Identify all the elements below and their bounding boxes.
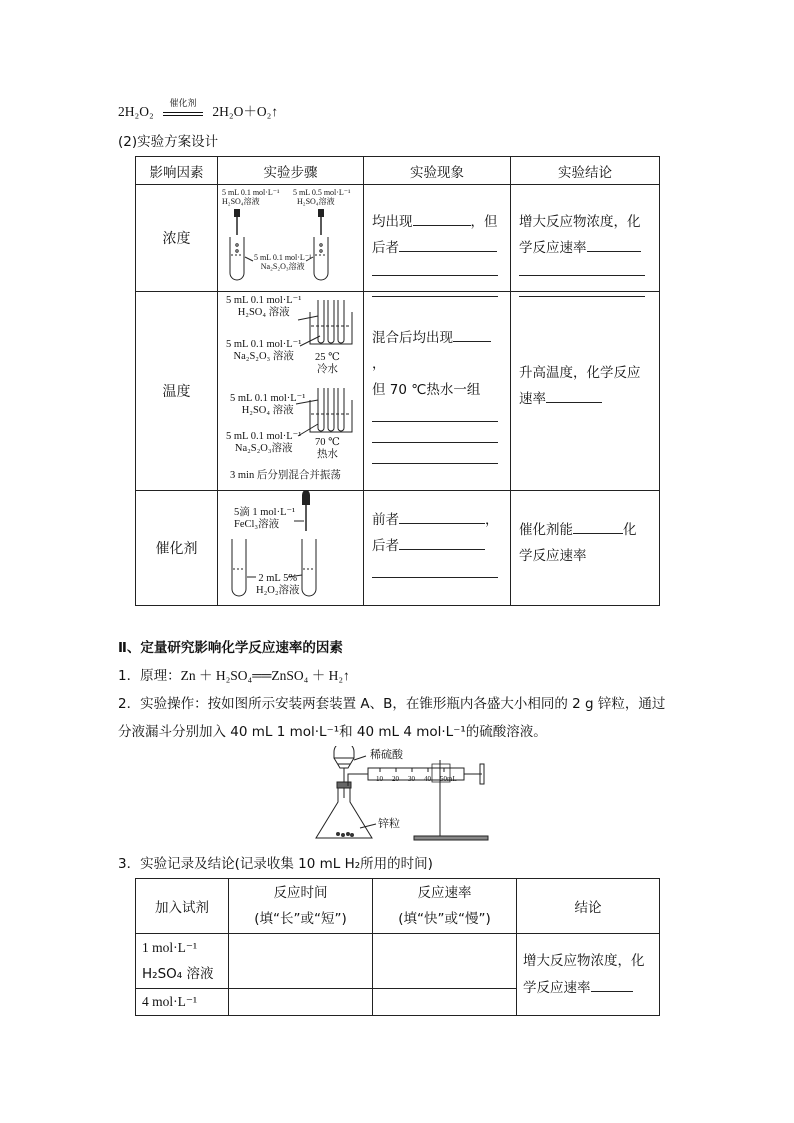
conclusion-concentration bbox=[511, 185, 660, 292]
water-bath-drawing bbox=[218, 292, 364, 491]
h2o2-name: H₂O₂溶液 bbox=[256, 585, 300, 596]
blank-field[interactable] bbox=[372, 255, 498, 276]
table-row-catalyst bbox=[136, 491, 660, 606]
illustration-concentration bbox=[218, 185, 364, 292]
header-phenomenon: 实验现象 bbox=[364, 157, 511, 185]
header-reaction-time bbox=[229, 879, 373, 934]
hot-temp: 70 ℃ bbox=[315, 437, 340, 448]
header-reagent: 加入试剂 bbox=[136, 879, 229, 934]
blank-field[interactable] bbox=[372, 443, 498, 464]
conclusion-text-b: 速率 bbox=[519, 391, 546, 407]
phenomenon-text-a: 混合后均出现 bbox=[372, 330, 453, 346]
phenomenon-text-b: ，但 bbox=[470, 214, 498, 230]
fecl3-drops: 5滴 1 mol·L⁻¹ bbox=[234, 507, 296, 518]
blank-field[interactable] bbox=[399, 509, 485, 524]
left-dropper-icon bbox=[234, 209, 240, 235]
phenomenon-text-b: ， bbox=[372, 356, 386, 372]
table-row-concentration bbox=[136, 185, 660, 292]
left-test-tube-icon bbox=[232, 539, 246, 596]
phenomenon-text-c: 但 70 ℃热水一组 bbox=[372, 382, 481, 398]
left-test-tube-icon bbox=[230, 237, 244, 280]
header-reaction-rate bbox=[373, 879, 517, 934]
scale-10: 10 bbox=[376, 775, 383, 783]
bottom-thio-conc: 5 mL 0.1 mol·L⁻¹ bbox=[226, 431, 302, 442]
conclusion-text-b: 学反应速率 bbox=[519, 240, 587, 256]
phenomenon-catalyst bbox=[364, 491, 511, 606]
equation-left: 2H₂O₂ bbox=[118, 104, 154, 119]
acid-label: 稀硫酸 bbox=[370, 748, 403, 761]
conclusion-text-b: 化 bbox=[623, 522, 637, 538]
blank-field[interactable] bbox=[591, 977, 633, 992]
top-acid-name: H₂SO₄ 溶液 bbox=[237, 307, 290, 318]
section-design-title: (2)实验方案设计 bbox=[118, 134, 219, 150]
catalyst-arrow bbox=[163, 98, 203, 116]
header-time-label: 反应时间 bbox=[273, 885, 328, 901]
blank-field[interactable] bbox=[573, 519, 623, 534]
blank-field[interactable] bbox=[587, 237, 641, 252]
scale-40: 40 bbox=[424, 775, 431, 783]
section-quant-title: Ⅱ、定量研究影响化学反应速率的因素 bbox=[118, 640, 343, 656]
zinc-granules-icon bbox=[336, 832, 354, 837]
phenomenon-text-a: 均出现 bbox=[372, 214, 413, 230]
h2o2-volume: 2 mL 5% bbox=[258, 573, 298, 584]
conclusion-text-a: 增大反应物浓度，化 bbox=[519, 214, 641, 230]
blank-field[interactable] bbox=[413, 211, 471, 226]
time-input-1[interactable] bbox=[229, 934, 373, 989]
conclusion-text-a: 催化剂能 bbox=[519, 522, 573, 538]
separatory-funnel-icon bbox=[334, 746, 354, 798]
illustration-catalyst bbox=[218, 491, 364, 606]
blank-field[interactable] bbox=[372, 557, 498, 578]
bottom-acid-conc: 5 mL 0.1 mol·L⁻¹ bbox=[230, 393, 306, 404]
h2o2-equation bbox=[118, 100, 278, 120]
zinc-label: 锌粒 bbox=[378, 817, 400, 830]
scale-20: 20 bbox=[392, 775, 399, 783]
right-test-tube-icon bbox=[314, 237, 328, 280]
reagent-1mol-conc: 1 mol·L⁻¹ bbox=[142, 940, 198, 955]
rate-input-1[interactable] bbox=[373, 934, 517, 989]
catalyst-label: 催化剂 bbox=[169, 98, 197, 108]
phenomenon-text-c: 后者 bbox=[372, 538, 399, 554]
bottom-thio-conc: 5 mL 0.1 mol·L⁻¹ bbox=[254, 253, 312, 262]
operation-line-2: 分液漏斗分别加入 40 mL 1 mol·L⁻¹和 40 mL 4 mol·L⁻¹的硫酸溶液。 bbox=[118, 724, 547, 740]
record-table bbox=[135, 878, 660, 1016]
bottom-thio-name: Na₂S₂O₃溶液 bbox=[234, 443, 293, 454]
header-time-hint: (填“长”或“短”) bbox=[254, 911, 347, 927]
top-acid-conc: 5 mL 0.1 mol·L⁻¹ bbox=[226, 295, 302, 306]
blank-field[interactable] bbox=[372, 401, 498, 422]
blank-field[interactable] bbox=[519, 255, 645, 276]
phenomenon-text-a: 前者 bbox=[372, 512, 399, 528]
principle-equation: Zn ＋ H₂SO₄══ZnSO₄ ＋ H₂↑ bbox=[180, 668, 350, 683]
iron-stand-icon bbox=[414, 760, 488, 840]
record-conclusion-a: 增大反应物浓度，化 bbox=[523, 952, 645, 969]
time-input-2[interactable] bbox=[229, 989, 373, 1016]
phenomenon-text-c: 后者 bbox=[372, 240, 399, 256]
factor-temperature: 温度 bbox=[136, 292, 218, 491]
header-rate-hint: (填“快”或“慢”) bbox=[398, 911, 491, 927]
phenomenon-text-b: ， bbox=[485, 512, 499, 528]
hot-label: 热水 bbox=[316, 449, 338, 460]
cold-bath-beaker-icon bbox=[298, 300, 352, 346]
record-conclusion-b: 学反应速率 bbox=[523, 979, 591, 996]
right-reagent-conc: 5 mL 0.5 mol·L⁻¹ bbox=[293, 188, 351, 197]
conclusion-temperature bbox=[511, 292, 660, 491]
cold-temp: 25 ℃ bbox=[315, 352, 340, 363]
apparatus-figure bbox=[310, 746, 490, 844]
design-table bbox=[135, 156, 660, 606]
factor-catalyst: 催化剂 bbox=[136, 491, 218, 606]
header-conclusion: 实验结论 bbox=[511, 157, 660, 185]
blank-field[interactable] bbox=[546, 388, 602, 403]
table-row-temperature bbox=[136, 292, 660, 491]
conclusion-catalyst bbox=[511, 491, 660, 606]
test-tubes-drawing bbox=[218, 185, 364, 292]
reagent-1mol bbox=[136, 934, 229, 989]
blank-field[interactable] bbox=[399, 535, 485, 550]
header-rate-label: 反应速率 bbox=[417, 885, 472, 901]
bottom-acid-name: H₂SO₄ 溶液 bbox=[241, 405, 294, 416]
reagent-1mol-name: H₂SO₄ 溶液 bbox=[142, 966, 214, 982]
right-reagent-name: H₂SO₄溶液 bbox=[297, 197, 335, 206]
blank-field[interactable] bbox=[453, 327, 491, 342]
bottom-thio-name: Na₂S₂O₃溶液 bbox=[260, 262, 305, 271]
fecl3-name: FeCl₃溶液 bbox=[234, 519, 280, 530]
record-title: 3．实验记录及结论(记录收集 10 mL H₂所用的时间) bbox=[118, 856, 433, 872]
header-factor: 影响因素 bbox=[136, 157, 218, 185]
operation-line-1: 2．实验操作：按如图所示安装两套装置 A、B，在锥形瓶内各盛大小相同的 2 g 锌粒，通过 bbox=[118, 696, 666, 712]
header-conclusion: 结论 bbox=[517, 879, 660, 934]
principle-label: 1．原理： bbox=[118, 668, 181, 684]
top-thio-conc: 5 mL 0.1 mol·L⁻¹ bbox=[226, 339, 302, 350]
principle-line bbox=[118, 664, 350, 684]
conclusion-text-a: 升高温度，化学反应 bbox=[519, 365, 641, 381]
phenomenon-concentration bbox=[364, 185, 511, 292]
blank-field[interactable] bbox=[372, 422, 498, 443]
conclusion-text-c: 学反应速率 bbox=[519, 548, 587, 564]
mixing-note: 3 min 后分别混合并振荡 bbox=[230, 470, 341, 481]
scale-30: 30 bbox=[408, 775, 415, 783]
reagent-4mol: 4 mol·L⁻¹ bbox=[136, 989, 229, 1016]
right-test-tube-icon bbox=[302, 539, 316, 596]
scale-50: 50mL bbox=[440, 775, 457, 783]
illustration-temperature bbox=[218, 292, 364, 491]
phenomenon-temperature bbox=[364, 292, 511, 491]
cold-label: 冷水 bbox=[316, 364, 338, 375]
equation-right: 2H₂O＋O₂↑ bbox=[212, 104, 279, 119]
factor-concentration: 浓度 bbox=[136, 185, 218, 292]
top-thio-name: Na₂S₂O₃ 溶液 bbox=[233, 351, 294, 362]
blank-field[interactable] bbox=[399, 237, 497, 252]
record-conclusion bbox=[517, 934, 660, 1016]
header-steps: 实验步骤 bbox=[218, 157, 364, 185]
catalyst-dropper-icon bbox=[302, 491, 310, 531]
left-reagent-name: H₂SO₄溶液 bbox=[222, 197, 260, 206]
rate-input-2[interactable] bbox=[373, 989, 517, 1016]
right-dropper-icon bbox=[318, 209, 324, 235]
table-row bbox=[136, 934, 660, 989]
left-reagent-conc: 5 mL 0.1 mol·L⁻¹ bbox=[222, 188, 280, 197]
